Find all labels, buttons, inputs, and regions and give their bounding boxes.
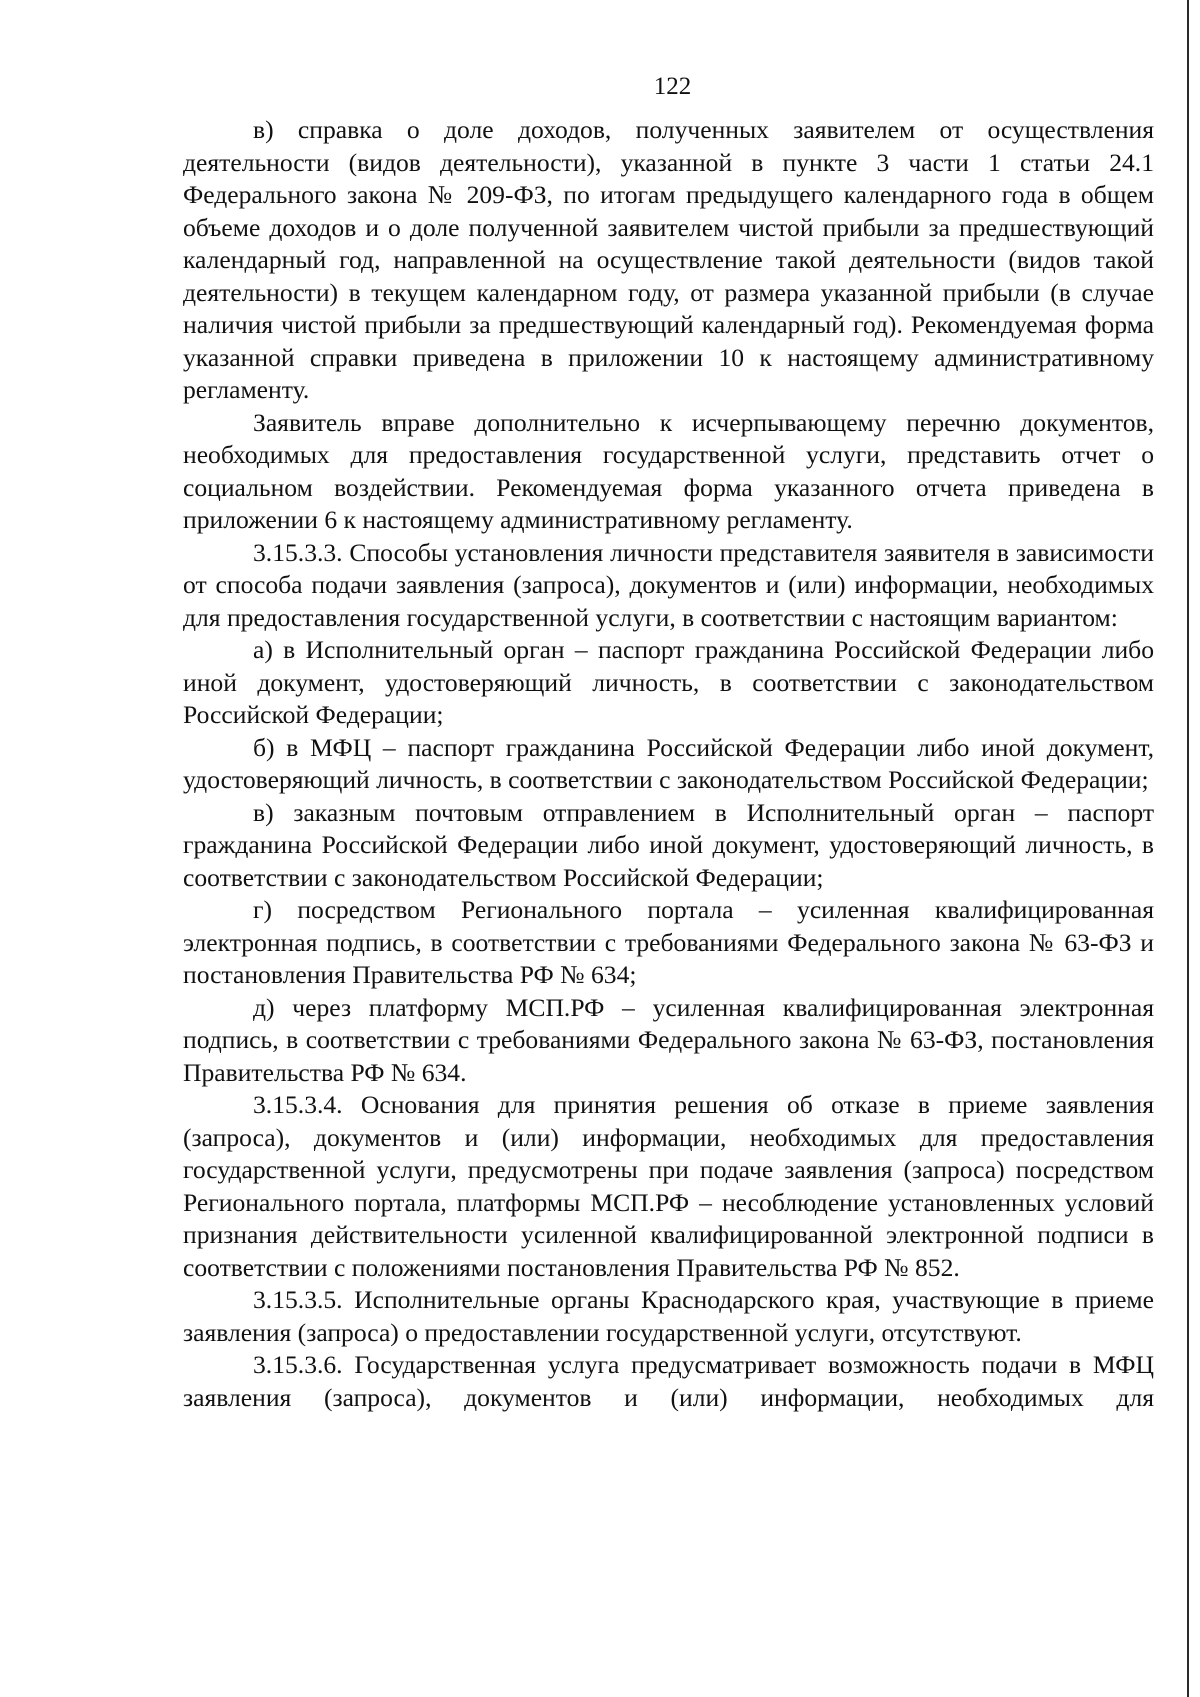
paragraph-social-impact-report: Заявитель вправе дополнительно к исчерпывающему перечню документов, необходимых для предоставления государственной услуги, представить отчет о социальном воздействии. Рекомендуемая форма указанного отчета приведена в приложении 6 к настоящему административному регламенту. <box>183 407 1154 534</box>
paragraph-participating-bodies: 3.15.3.5. Исполнительные органы Краснодарского края, участвующие в приеме заявления (запроса) о предоставлении государственной услуги, отсутствуют. <box>183 1285 1154 1347</box>
document-body <box>183 114 1154 1414</box>
paragraph-mfc-submission: 3.15.3.6. Государственная услуга предусматривает возможность подачи в МФЦ заявления (запроса), документов и (или) информации, необходимых для <box>183 1350 1154 1412</box>
paragraph-income-share-certificate: в) справка о доле доходов, полученных заявителем от осуществления деятельности (видов деятельности), указанной в пункте 3 части 1 статьи 24.1 Федерального закона № 209-ФЗ, по итогам предыдущего календарного года в общем объеме доходов и о доле полученной заявителем чистой прибыли за предшествующий календарный год, направленной на осуществление такой деятельности (видов такой деятельности) в текущем календарном году, от размера указанной прибыли (в случае наличия чистой прибыли за предшествующий календарный год). Рекомендуемая форма указанной справки приведена в приложении 10 к настоящему административному регламенту. <box>183 115 1154 404</box>
paragraph-item-a-executive-body: а) в Исполнительный орган – паспорт гражданина Российской Федерации либо иной документ, удостоверяющий личность, в соответствии с законодательством Российской Федерации; <box>183 635 1154 729</box>
paragraph-item-v-registered-mail: в) заказным почтовым отправлением в Исполнительный орган – паспорт гражданина Российской Федерации либо иной документ, удостоверяющий личность, в соответствии с законодательством Российской Федерации; <box>183 797 1154 892</box>
page-number: 122 <box>653 73 692 100</box>
paragraph-item-g-regional-portal: г) посредством Регионального портала – усиленная квалифицированная электронная подпись, в соответствии с требованиями Федерального закона № 63-ФЗ и постановления Правительства РФ № 634; <box>183 895 1154 989</box>
paragraph-item-d-msp-platform: д) через платформу МСП.РФ – усиленная квалифицированная электронная подпись, в соответствии с требованиями Федерального закона № 63-ФЗ, постановления Правительства РФ № 634. <box>183 992 1154 1087</box>
paragraph-refusal-grounds: 3.15.3.4. Основания для принятия решения об отказе в приеме заявления (запроса), документов и (или) информации, необходимых для предоставления государственной услуги, предусмотрены при подаче заявления (запроса) посредством Регионального портала, платформы МСП.РФ – несоблюдение установленных условий признания действительности усиленной квалифицированной электронной подписи в соответствии с положениями постановления Правительства РФ № 852. <box>183 1090 1154 1282</box>
page-edge-line <box>1187 0 1189 1697</box>
paragraph-item-b-mfc: б) в МФЦ – паспорт гражданина Российской Федерации либо иной документ, удостоверяющий личность, в соответствии с законодательством Российской Федерации; <box>183 732 1154 794</box>
paragraph-identity-methods: 3.15.3.3. Способы установления личности представителя заявителя в зависимости от способа подачи заявления (запроса), документов и (или) информации, необходимых для предоставления государственной услуги, в соответствии с настоящим вариантом: <box>183 537 1154 632</box>
